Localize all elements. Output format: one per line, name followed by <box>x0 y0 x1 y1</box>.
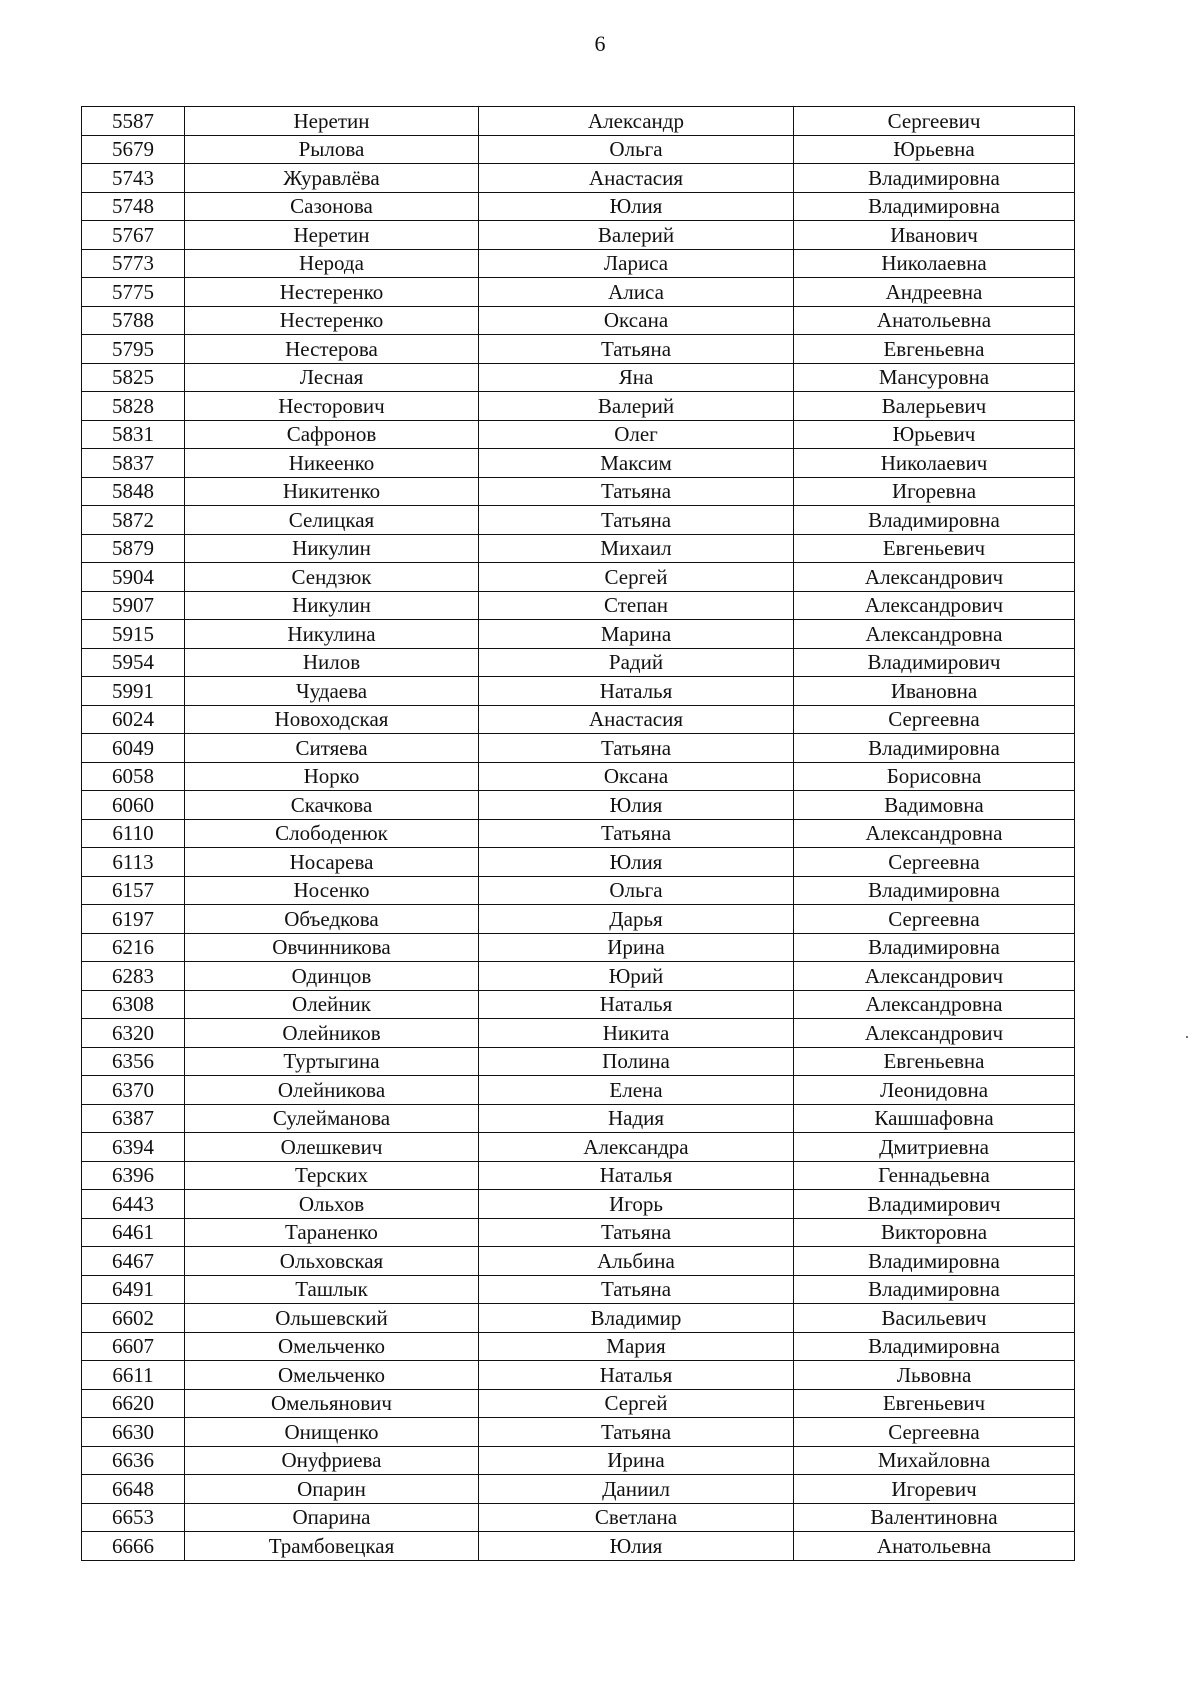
id-cell: 6620 <box>82 1389 185 1418</box>
first-name-cell: Анастасия <box>479 164 794 193</box>
id-cell: 5831 <box>82 420 185 449</box>
surname-cell: Чудаева <box>185 677 479 706</box>
patronymic-cell: Васильевич <box>794 1304 1075 1333</box>
patronymic-cell: Борисовна <box>794 762 1075 791</box>
surname-cell: Норко <box>185 762 479 791</box>
first-name-cell: Валерий <box>479 221 794 250</box>
id-cell: 6157 <box>82 876 185 905</box>
first-name-cell: Татьяна <box>479 1418 794 1447</box>
first-name-cell: Альбина <box>479 1247 794 1276</box>
surname-cell: Новоходская <box>185 705 479 734</box>
patronymic-cell: Евгеньевич <box>794 1389 1075 1418</box>
table-row <box>82 1503 1075 1532</box>
table-row <box>82 848 1075 877</box>
table-row <box>82 1047 1075 1076</box>
surname-cell: Опарина <box>185 1503 479 1532</box>
surname-cell: Онищенко <box>185 1418 479 1447</box>
surname-cell: Омельченко <box>185 1332 479 1361</box>
patronymic-cell: Анатольевна <box>794 306 1075 335</box>
surname-cell: Олейник <box>185 990 479 1019</box>
surname-cell: Тараненко <box>185 1218 479 1247</box>
id-cell: 6370 <box>82 1076 185 1105</box>
table-row <box>82 278 1075 307</box>
first-name-cell: Наталья <box>479 990 794 1019</box>
first-name-cell: Ольга <box>479 135 794 164</box>
surname-cell: Нерода <box>185 249 479 278</box>
surname-cell: Никеенко <box>185 449 479 478</box>
surname-cell: Овчинникова <box>185 933 479 962</box>
patronymic-cell: Дмитриевна <box>794 1133 1075 1162</box>
id-cell: 5828 <box>82 392 185 421</box>
table-row <box>82 1019 1075 1048</box>
first-name-cell: Лариса <box>479 249 794 278</box>
table-row <box>82 1389 1075 1418</box>
surname-cell: Слободенюк <box>185 819 479 848</box>
patronymic-cell: Николаевна <box>794 249 1075 278</box>
surname-cell: Трамбовецкая <box>185 1532 479 1561</box>
surname-cell: Олейникова <box>185 1076 479 1105</box>
first-name-cell: Сергей <box>479 1389 794 1418</box>
table-row <box>82 107 1075 136</box>
table-row <box>82 221 1075 250</box>
patronymic-cell: Юрьевна <box>794 135 1075 164</box>
first-name-cell: Ирина <box>479 1446 794 1475</box>
id-cell: 6058 <box>82 762 185 791</box>
patronymic-cell: Андреевна <box>794 278 1075 307</box>
id-cell: 5848 <box>82 477 185 506</box>
table-row <box>82 1076 1075 1105</box>
table-row <box>82 819 1075 848</box>
id-cell: 6060 <box>82 791 185 820</box>
patronymic-cell: Валентиновна <box>794 1503 1075 1532</box>
first-name-cell: Владимир <box>479 1304 794 1333</box>
table-row <box>82 1332 1075 1361</box>
first-name-cell: Татьяна <box>479 1275 794 1304</box>
patronymic-cell: Владимировна <box>794 1275 1075 1304</box>
id-cell: 6666 <box>82 1532 185 1561</box>
table-row <box>82 563 1075 592</box>
table-row <box>82 1475 1075 1504</box>
id-cell: 5907 <box>82 591 185 620</box>
patronymic-cell: Сергеевна <box>794 848 1075 877</box>
surname-cell: Ситяева <box>185 734 479 763</box>
patronymic-cell: Александровна <box>794 620 1075 649</box>
id-cell: 5767 <box>82 221 185 250</box>
id-cell: 5773 <box>82 249 185 278</box>
first-name-cell: Татьяна <box>479 819 794 848</box>
id-cell: 6607 <box>82 1332 185 1361</box>
id-cell: 5795 <box>82 335 185 364</box>
patronymic-cell: Игоревич <box>794 1475 1075 1504</box>
patronymic-cell: Геннадьевна <box>794 1161 1075 1190</box>
id-cell: 6024 <box>82 705 185 734</box>
table-row <box>82 1218 1075 1247</box>
surname-cell: Ольшевский <box>185 1304 479 1333</box>
surname-cell: Сазонова <box>185 192 479 221</box>
scan-speck <box>1186 1036 1188 1038</box>
first-name-cell: Радий <box>479 648 794 677</box>
patronymic-cell: Владимировна <box>794 192 1075 221</box>
patronymic-cell: Евгеньевна <box>794 335 1075 364</box>
first-name-cell: Александра <box>479 1133 794 1162</box>
surname-cell: Одинцов <box>185 962 479 991</box>
patronymic-cell: Владимировна <box>794 876 1075 905</box>
id-cell: 5748 <box>82 192 185 221</box>
first-name-cell: Михаил <box>479 534 794 563</box>
id-cell: 5954 <box>82 648 185 677</box>
id-cell: 6283 <box>82 962 185 991</box>
patronymic-cell: Владимировна <box>794 933 1075 962</box>
table-row <box>82 306 1075 335</box>
first-name-cell: Юлия <box>479 848 794 877</box>
first-name-cell: Ольга <box>479 876 794 905</box>
patronymic-cell: Николаевич <box>794 449 1075 478</box>
id-cell: 6653 <box>82 1503 185 1532</box>
table-row <box>82 534 1075 563</box>
table-row <box>82 192 1075 221</box>
patronymic-cell: Владимировна <box>794 1332 1075 1361</box>
table-row <box>82 677 1075 706</box>
first-name-cell: Наталья <box>479 1161 794 1190</box>
surname-cell: Нестеренко <box>185 306 479 335</box>
first-name-cell: Яна <box>479 363 794 392</box>
patronymic-cell: Владимировна <box>794 734 1075 763</box>
first-name-cell: Наталья <box>479 677 794 706</box>
first-name-cell: Дарья <box>479 905 794 934</box>
id-cell: 6197 <box>82 905 185 934</box>
first-name-cell: Анастасия <box>479 705 794 734</box>
surname-cell: Рылова <box>185 135 479 164</box>
surname-cell: Сафронов <box>185 420 479 449</box>
table-row <box>82 1418 1075 1447</box>
id-cell: 5679 <box>82 135 185 164</box>
table-row <box>82 1446 1075 1475</box>
first-name-cell: Оксана <box>479 306 794 335</box>
surname-cell: Онуфриева <box>185 1446 479 1475</box>
table-row <box>82 933 1075 962</box>
patronymic-cell: Мансуровна <box>794 363 1075 392</box>
table-row <box>82 762 1075 791</box>
first-name-cell: Олег <box>479 420 794 449</box>
first-name-cell: Полина <box>479 1047 794 1076</box>
patronymic-cell: Александрович <box>794 563 1075 592</box>
id-cell: 6461 <box>82 1218 185 1247</box>
table-row <box>82 620 1075 649</box>
table-row <box>82 648 1075 677</box>
first-name-cell: Никита <box>479 1019 794 1048</box>
id-cell: 5879 <box>82 534 185 563</box>
patronymic-cell: Владимировна <box>794 506 1075 535</box>
surname-cell: Скачкова <box>185 791 479 820</box>
table-row <box>82 791 1075 820</box>
surname-cell: Сендзюк <box>185 563 479 592</box>
first-name-cell: Игорь <box>479 1190 794 1219</box>
surname-cell: Сулейманова <box>185 1104 479 1133</box>
table-row <box>82 1190 1075 1219</box>
first-name-cell: Ирина <box>479 933 794 962</box>
id-cell: 6356 <box>82 1047 185 1076</box>
patronymic-cell: Владимирович <box>794 1190 1075 1219</box>
first-name-cell: Юлия <box>479 1532 794 1561</box>
first-name-cell: Татьяна <box>479 1218 794 1247</box>
table-row <box>82 705 1075 734</box>
table-row <box>82 449 1075 478</box>
table-row <box>82 1275 1075 1304</box>
id-cell: 6491 <box>82 1275 185 1304</box>
surname-cell: Нестерова <box>185 335 479 364</box>
patronymic-cell: Вадимовна <box>794 791 1075 820</box>
patronymic-cell: Юрьевич <box>794 420 1075 449</box>
patronymic-cell: Иванович <box>794 221 1075 250</box>
table-row <box>82 392 1075 421</box>
patronymic-cell: Евгеньевич <box>794 534 1075 563</box>
table-row <box>82 506 1075 535</box>
table-row <box>82 1532 1075 1561</box>
table-row <box>82 1104 1075 1133</box>
patronymic-cell: Владимировна <box>794 1247 1075 1276</box>
patronymic-cell: Сергеевна <box>794 905 1075 934</box>
table-row <box>82 734 1075 763</box>
first-name-cell: Оксана <box>479 762 794 791</box>
id-cell: 5825 <box>82 363 185 392</box>
patronymic-cell: Кашшафовна <box>794 1104 1075 1133</box>
table-row <box>82 990 1075 1019</box>
id-cell: 5788 <box>82 306 185 335</box>
first-name-cell: Юлия <box>479 192 794 221</box>
first-name-cell: Юлия <box>479 791 794 820</box>
id-cell: 5915 <box>82 620 185 649</box>
first-name-cell: Максим <box>479 449 794 478</box>
surname-cell: Лесная <box>185 363 479 392</box>
patronymic-cell: Александрович <box>794 591 1075 620</box>
patronymic-cell: Сергеевна <box>794 1418 1075 1447</box>
patronymic-cell: Сергеевна <box>794 705 1075 734</box>
table-row <box>82 1304 1075 1333</box>
surname-cell: Омельченко <box>185 1361 479 1390</box>
table-row <box>82 420 1075 449</box>
table-row <box>82 164 1075 193</box>
table-row <box>82 1133 1075 1162</box>
table-row <box>82 905 1075 934</box>
id-cell: 6443 <box>82 1190 185 1219</box>
patronymic-cell: Львовна <box>794 1361 1075 1390</box>
first-name-cell: Сергей <box>479 563 794 592</box>
first-name-cell: Елена <box>479 1076 794 1105</box>
patronymic-cell: Александрович <box>794 962 1075 991</box>
surname-cell: Омельянович <box>185 1389 479 1418</box>
first-name-cell: Даниил <box>479 1475 794 1504</box>
surname-cell: Олешкевич <box>185 1133 479 1162</box>
id-cell: 6630 <box>82 1418 185 1447</box>
table-body <box>82 107 1075 1561</box>
first-name-cell: Наталья <box>479 1361 794 1390</box>
id-cell: 6648 <box>82 1475 185 1504</box>
id-cell: 5872 <box>82 506 185 535</box>
patronymic-cell: Анатольевна <box>794 1532 1075 1561</box>
name-table <box>81 106 1075 1561</box>
id-cell: 5904 <box>82 563 185 592</box>
first-name-cell: Светлана <box>479 1503 794 1532</box>
first-name-cell: Марина <box>479 620 794 649</box>
patronymic-cell: Александрович <box>794 1019 1075 1048</box>
id-cell: 6467 <box>82 1247 185 1276</box>
patronymic-cell: Владимирович <box>794 648 1075 677</box>
first-name-cell: Татьяна <box>479 506 794 535</box>
surname-cell: Нилов <box>185 648 479 677</box>
table-row <box>82 1161 1075 1190</box>
id-cell: 6396 <box>82 1161 185 1190</box>
surname-cell: Ольховская <box>185 1247 479 1276</box>
patronymic-cell: Валерьевич <box>794 392 1075 421</box>
id-cell: 5775 <box>82 278 185 307</box>
id-cell: 6611 <box>82 1361 185 1390</box>
id-cell: 6636 <box>82 1446 185 1475</box>
first-name-cell: Татьяна <box>479 477 794 506</box>
surname-cell: Опарин <box>185 1475 479 1504</box>
surname-cell: Носенко <box>185 876 479 905</box>
first-name-cell: Александр <box>479 107 794 136</box>
surname-cell: Никулин <box>185 591 479 620</box>
id-cell: 5837 <box>82 449 185 478</box>
id-cell: 5743 <box>82 164 185 193</box>
surname-cell: Носарева <box>185 848 479 877</box>
patronymic-cell: Александровна <box>794 819 1075 848</box>
patronymic-cell: Леонидовна <box>794 1076 1075 1105</box>
surname-cell: Нестеренко <box>185 278 479 307</box>
table-row <box>82 962 1075 991</box>
table-row <box>82 335 1075 364</box>
surname-cell: Неретин <box>185 221 479 250</box>
table-row <box>82 363 1075 392</box>
first-name-cell: Юрий <box>479 962 794 991</box>
first-name-cell: Алиса <box>479 278 794 307</box>
surname-cell: Несторович <box>185 392 479 421</box>
id-cell: 5587 <box>82 107 185 136</box>
surname-cell: Никитенко <box>185 477 479 506</box>
first-name-cell: Татьяна <box>479 734 794 763</box>
patronymic-cell: Игоревна <box>794 477 1075 506</box>
surname-cell: Никулин <box>185 534 479 563</box>
patronymic-cell: Владимировна <box>794 164 1075 193</box>
id-cell: 6110 <box>82 819 185 848</box>
patronymic-cell: Александровна <box>794 990 1075 1019</box>
id-cell: 6394 <box>82 1133 185 1162</box>
surname-cell: Никулина <box>185 620 479 649</box>
id-cell: 6049 <box>82 734 185 763</box>
id-cell: 6320 <box>82 1019 185 1048</box>
first-name-cell: Валерий <box>479 392 794 421</box>
patronymic-cell: Ивановна <box>794 677 1075 706</box>
id-cell: 6113 <box>82 848 185 877</box>
table-row <box>82 591 1075 620</box>
table-row <box>82 477 1075 506</box>
patronymic-cell: Викторовна <box>794 1218 1075 1247</box>
patronymic-cell: Сергеевич <box>794 107 1075 136</box>
id-cell: 6387 <box>82 1104 185 1133</box>
table-row <box>82 135 1075 164</box>
page-number: 6 <box>594 31 606 56</box>
surname-cell: Журавлёва <box>185 164 479 193</box>
surname-cell: Объедкова <box>185 905 479 934</box>
surname-cell: Туртыгина <box>185 1047 479 1076</box>
table-row <box>82 249 1075 278</box>
surname-cell: Ташлык <box>185 1275 479 1304</box>
surname-cell: Олейников <box>185 1019 479 1048</box>
id-cell: 5991 <box>82 677 185 706</box>
first-name-cell: Надия <box>479 1104 794 1133</box>
id-cell: 6602 <box>82 1304 185 1333</box>
table-row <box>82 1247 1075 1276</box>
first-name-cell: Татьяна <box>479 335 794 364</box>
surname-cell: Ольхов <box>185 1190 479 1219</box>
id-cell: 6216 <box>82 933 185 962</box>
id-cell: 6308 <box>82 990 185 1019</box>
table-row <box>82 876 1075 905</box>
surname-cell: Селицкая <box>185 506 479 535</box>
first-name-cell: Степан <box>479 591 794 620</box>
first-name-cell: Мария <box>479 1332 794 1361</box>
patronymic-cell: Михайловна <box>794 1446 1075 1475</box>
surname-cell: Неретин <box>185 107 479 136</box>
table-row <box>82 1361 1075 1390</box>
surname-cell: Терских <box>185 1161 479 1190</box>
patronymic-cell: Евгеньевна <box>794 1047 1075 1076</box>
